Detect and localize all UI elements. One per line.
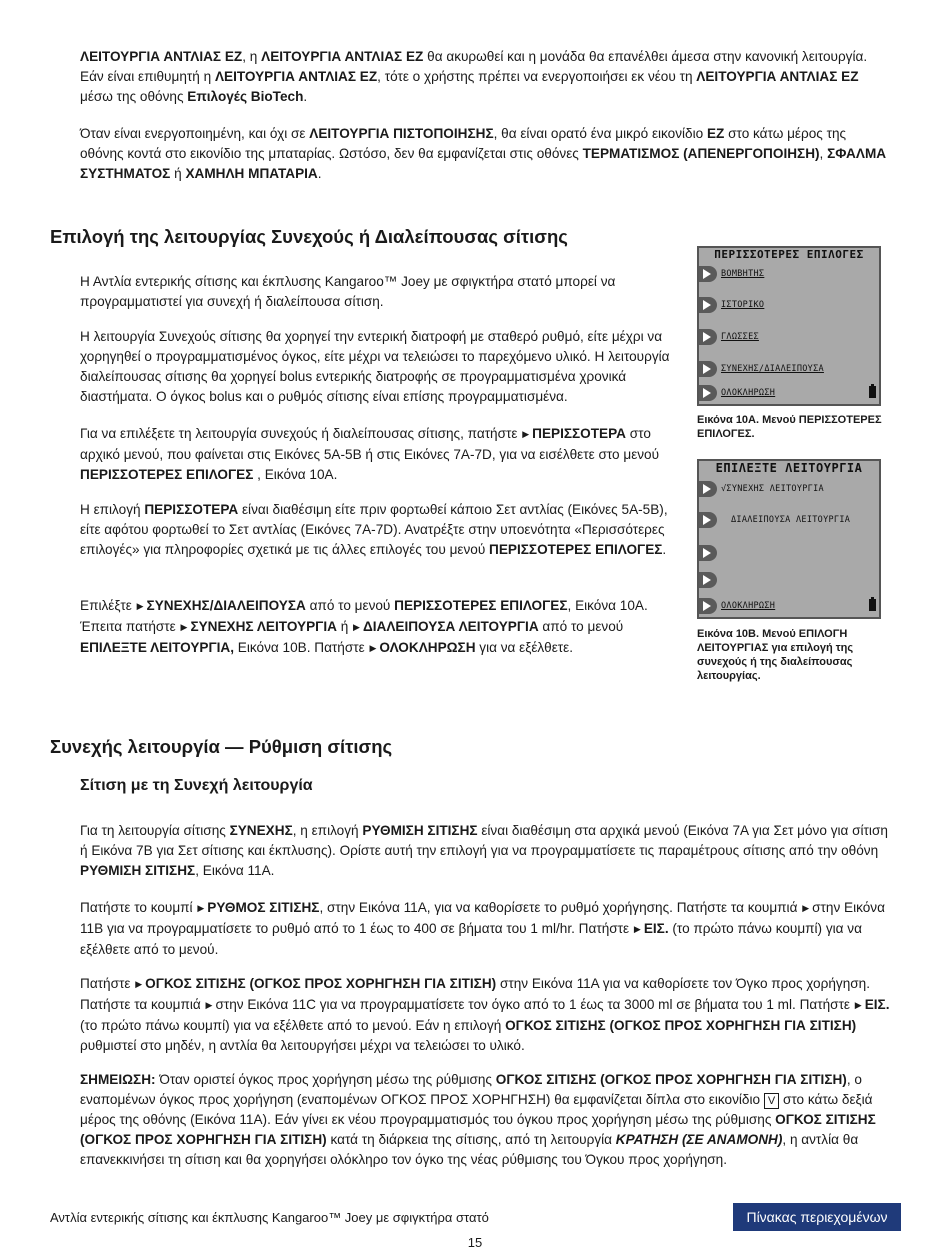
section1-paragraph-3: Για να επιλέξετε τη λειτουργία συνεχούς ή διαλείπουσας σίτισης, πατήστε ▶ ΠΕΡΙΣΣΟΤΕΡΑ στο αρχικό μενού, που φαίνεται στις Εικόνες 5A-5B ή στις Εικόνες 7A-7D, για να εισέλθετε στο μενού ΠΕΡΙΣΣΟΤΕΡΕΣ ΕΠΙΛΟΓΕΣ , Εικόνα 10A.: [80, 426, 660, 482]
arrow-button-icon: [699, 329, 717, 345]
arrow-right-icon: ▶: [180, 622, 188, 632]
arrow-right-icon: ▶: [854, 1000, 862, 1010]
arrow-right-icon: ▶: [205, 1000, 213, 1010]
figure-10a-item: ΙΣΤΟΡΙΚΟ: [699, 297, 879, 313]
figure-10b-item: ΟΛΟΚΛΗΡΩΣΗ: [699, 598, 879, 614]
arrow-button-icon: [699, 297, 717, 313]
arrow-button-icon: [699, 266, 717, 282]
subsection-heading: Σίτιση με τη Συνεχή λειτουργία: [80, 777, 313, 794]
figure-10b-title: ΕΠΙΛΕΞΤΕ ΛΕΙΤΟΥΡΓΙΑ: [715, 461, 863, 475]
arrow-button-icon: [699, 572, 717, 588]
arrow-right-icon: ▶: [135, 979, 143, 989]
arrow-right-icon: ▶: [353, 622, 360, 632]
arrow-button-icon: [699, 545, 717, 561]
section1-paragraph-1: Η Αντλία εντερικής σίτισης και έκπλυσης Kangaroo™ Joey με σφιγκτήρα στατό μπορεί να προγραμματιστεί για συνεχή ή διαλείπουσα σίτιση.: [80, 274, 616, 309]
arrow-right-icon: ▶: [136, 601, 144, 611]
note-paragraph: ΣΗΜΕΙΩΣΗ: Όταν οριστεί όγκος προς χορήγηση μέσω της ρύθμισης ΟΓΚΟΣ ΣΙΤΙΣΗΣ (ΟΓΚΟΣ ΠΡΟΣ ΧΟΡΗΓΗΣΗ ΓΙΑ ΣΙΤΙΣΗ), ο εναπομένων όγκος προς χορήγηση (εναπομένων ΟΓΚΟΣ ΠΡΟΣ ΧΟΡΗΓΗΣΗ) θα εμφανίζεται δίπλα στο εικονίδιο V στο κάτω δεξιά μέρος της οθόνης (Εικόνα 11A). Εάν γίνει εκ νέου προγραμματισμός του όγκου προς χορήγηση μέσω της ρύθμισης ΟΓΚΟΣ ΣΙΤΙΣΗΣ (ΟΓΚΟΣ ΠΡΟΣ ΧΟΡΗΓΗΣΗ ΓΙΑ ΣΙΤΙΣΗ) κατά τη διάρκεια της σίτισης, από τη λειτουργία ΚΡΑΤΗΣΗ (ΣΕ ΑΝΑΜΟΝΗ), η αντλία θα επανεκκινήσει τη σίτιση και θα χορηγήσει ολόκληρο τον όγκο της νέας ρύθμισης του Όγκου προς χορήγηση.: [80, 1072, 876, 1167]
figure-10a-item: ΣΥΝΕΧΗΣ/ΔΙΑΛΕΙΠΟΥΣΑ: [699, 361, 879, 377]
page-number: 15: [467, 1235, 483, 1250]
battery-icon: [869, 599, 876, 611]
table-of-contents-button[interactable]: Πίνακας περιεχομένων: [733, 1203, 901, 1231]
figure-10a-caption: Εικόνα 10A. Μενού ΠΕΡΙΣΣΟΤΕΡΕΣ ΕΠΙΛΟΓΕΣ.: [697, 414, 882, 440]
section-heading-mode-selection: Επιλογή της λειτουργίας Συνεχούς ή Διαλείπουσας σίτισης: [50, 226, 568, 247]
arrow-right-icon: ▶: [197, 903, 205, 913]
figure-10b-caption: Εικόνα 10B. Μενού ΕΠΙΛΟΓΗ ΛΕΙΤΟΥΡΓΙΑΣ για επιλογή της συνεχούς ή της διαλείπουσας λειτουργίας.: [697, 628, 854, 682]
arrow-button-icon: [699, 361, 717, 377]
arrow-button-icon: [699, 385, 717, 401]
volume-box-icon: V: [764, 1093, 779, 1109]
section-heading-continuous-mode: Συνεχής λειτουργία — Ρύθμιση σίτισης: [50, 736, 393, 757]
footer-product-name: Αντλία εντερικής σίτισης και έκπλυσης Kangaroo™ Joey με σφιγκτήρα στατό: [50, 1210, 489, 1225]
intro-paragraph-1: ΛΕΙΤΟΥΡΓΙΑ ΑΝΤΛΙΑΣ ΕΖ, η ΛΕΙΤΟΥΡΓΙΑ ΑΝΤΛΙΑΣ ΕΖ θα ακυρωθεί και η μονάδα θα επανέλθει άμεσα στην κανονική λειτουργία. Εάν είναι επιθυμητή η ΛΕΙΤΟΥΡΓΙΑ ΑΝΤΛΙΑΣ ΕΖ, τότε ο χρήστης πρέπει να ενεργοποιήσει εκ νέου τη ΛΕΙΤΟΥΡΓΙΑ ΑΝΤΛΙΑΣ ΕΖ μέσω της οθόνης Επιλογές BioTech.: [80, 49, 868, 104]
figure-10a-title: ΠΕΡΙΣΣΟΤΕΡΕΣ ΕΠΙΛΟΓΕΣ: [714, 248, 864, 261]
battery-icon: [869, 386, 876, 398]
arrow-button-icon: [699, 512, 717, 528]
section1-paragraph-4: Η επιλογή ΠΕΡΙΣΣΟΤΕΡΑ είναι διαθέσιμη είτε πριν φορτωθεί κάποιο Σετ αντλίας (Εικόνες 5A-5B), είτε αφότου φορτωθεί το Σετ αντλίας (Εικόνες 7A-7D). Ανατρέξτε στην υποενότητα «Περισσότερες επιλογές» για πληροφορίες σχετικά με τις άλλες επιλογές του μενού ΠΕΡΙΣΣΟΤΕΡΕΣ ΕΠΙΛΟΓΕΣ.: [80, 502, 668, 557]
arrow-right-icon: ▶: [802, 903, 810, 913]
section2-paragraph-3: Πατήστε ▶ ΟΓΚΟΣ ΣΙΤΙΣΗΣ (ΟΓΚΟΣ ΠΡΟΣ ΧΟΡΗΓΗΣΗ ΓΙΑ ΣΙΤΙΣΗ) στην Εικόνα 11A για να καθορίσετε τον Όγκο προς χορήγηση. Πατήστε τα κουμπιά ▶ στην Εικόνα 11C για να προγραμματίσετε τον όγκο από το 1 έως τα 3000 ml σε βήματα του 1 ml. Πατήστε ▶ ΕΙΣ. (το πρώτο πάνω κουμπί) για να εξέλθετε από το μενού. Εάν η επιλογή ΟΓΚΟΣ ΣΙΤΙΣΗΣ (ΟΓΚΟΣ ΠΡΟΣ ΧΟΡΗΓΗΣΗ ΓΙΑ ΣΙΤΙΣΗ) ρυθμιστεί στο μηδέν, η αντλία θα λειτουργήσει μέχρι να τελειώσει το υλικό.: [80, 976, 890, 1053]
figure-10b-item: [699, 572, 879, 588]
figure-10b-item: ΔΙΑΛΕΙΠΟΥΣΑ ΛΕΙΤΟΥΡΓΙΑ: [699, 512, 879, 528]
figure-10b-item: [699, 545, 879, 561]
intro-paragraph-2: Όταν είναι ενεργοποιημένη, και όχι σε ΛΕΙΤΟΥΡΓΙΑ ΠΙΣΤΟΠΟΙΗΣΗΣ, θα είναι ορατό ένα μικρό εικονίδιο ΕΖ στο κάτω μέρος της οθόνης κοντά στο εικονίδιο της μπαταρίας. Ωστόσο, δεν θα εμφανίζεται στις οθόνες ΤΕΡΜΑΤΙΣΜΟΣ (ΑΠΕΝΕΡΓΟΠΟΙΗΣΗ), ΣΦΑΛΜΑ ΣΥΣΤΗΜΑΤΟΣ ή ΧΑΜΗΛΗ ΜΠΑΤΑΡΙΑ.: [80, 126, 887, 181]
arrow-right-icon: ▶: [633, 924, 641, 934]
section2-paragraph-2: Πατήστε το κουμπί ▶ ΡΥΘΜΟΣ ΣΙΤΙΣΗΣ, στην Εικόνα 11A, για να καθορίσετε το ρυθμό χορήγησης. Πατήστε τα κουμπιά ▶ στην Εικόνα 11B για να προγραμματίσετε το ρυθμό από το 1 έως το 400 σε βήματα του 1 ml/hr. Πατήστε ▶ ΕΙΣ. (το πρώτο πάνω κουμπί) για να εξέλθετε από το μενού.: [80, 900, 885, 957]
figure-10a-item: ΟΛΟΚΛΗΡΩΣΗ: [699, 385, 879, 401]
section2-paragraph-1: Για τη λειτουργία σίτισης ΣΥΝΕΧΗΣ, η επιλογή ΡΥΘΜΙΣΗ ΣΙΤΙΣΗΣ είναι διαθέσιμη στα αρχικά μενού (Εικόνα 7A για Σετ μόνο για σίτιση ή Εικόνα 7B για Σετ σίτισης και έκπλυσης). Ορίστε αυτή την επιλογή για να προγραμματίσετε τις παραμέτρους σίτισης από την οθόνη ΡΥΘΜΙΣΗ ΣΙΤΙΣΗΣ, Εικόνα 11A.: [80, 823, 888, 878]
arrow-right-icon: ▶: [522, 429, 530, 439]
arrow-button-icon: [699, 481, 717, 497]
figure-10a-item: ΓΛΩΣΣΕΣ: [699, 329, 879, 345]
arrow-right-icon: ▶: [369, 643, 377, 653]
arrow-button-icon: [699, 598, 717, 614]
figure-10a-item: ΒΟΜΒΗΤΗΣ: [699, 266, 879, 282]
figure-10b-item: √ΣΥΝΕΧΗΣ ΛΕΙΤΟΥΡΓΙΑ: [699, 481, 879, 497]
section1-paragraph-5: Επιλέξτε ▶ ΣΥΝΕΧΗΣ/ΔΙΑΛΕΙΠΟΥΣΑ από το μενού ΠΕΡΙΣΣΟΤΕΡΕΣ ΕΠΙΛΟΓΕΣ, Εικόνα 10A. Έπειτα πατήστε ▶ ΣΥΝΕΧΗΣ ΛΕΙΤΟΥΡΓΙΑ ή ▶ ΔΙΑΛΕΙΠΟΥΣΑ ΛΕΙΤΟΥΡΓΙΑ από το μενού ΕΠΙΛΕΞΤΕ ΛΕΙΤΟΥΡΓΙΑ, Εικόνα 10B. Πατήστε ▶ ΟΛΟΚΛΗΡΩΣΗ για να εξέλθετε.: [80, 598, 648, 655]
figure-10a-screen: [697, 246, 881, 406]
figure-10b-screen: [697, 459, 881, 619]
section1-paragraph-2: Η λειτουργία Συνεχούς σίτισης θα χορηγεί την εντερική διατροφή με σταθερό ρυθμό, είτε μέχρι να χορηγηθεί ο προγραμματισμένος όγκος, είτε μέχρι να τελειώσει το παρεχόμενο υλικό. Η λειτουργία διαλείπουσας σίτισης θα χορηγεί bolus εντερικής διατροφής σε προγραμματισμένα χρονικά διαστήματα. Ο όγκος bolus και ο ρυθμός σίτισης είναι επίσης προγραμματισμένα.: [80, 329, 670, 404]
